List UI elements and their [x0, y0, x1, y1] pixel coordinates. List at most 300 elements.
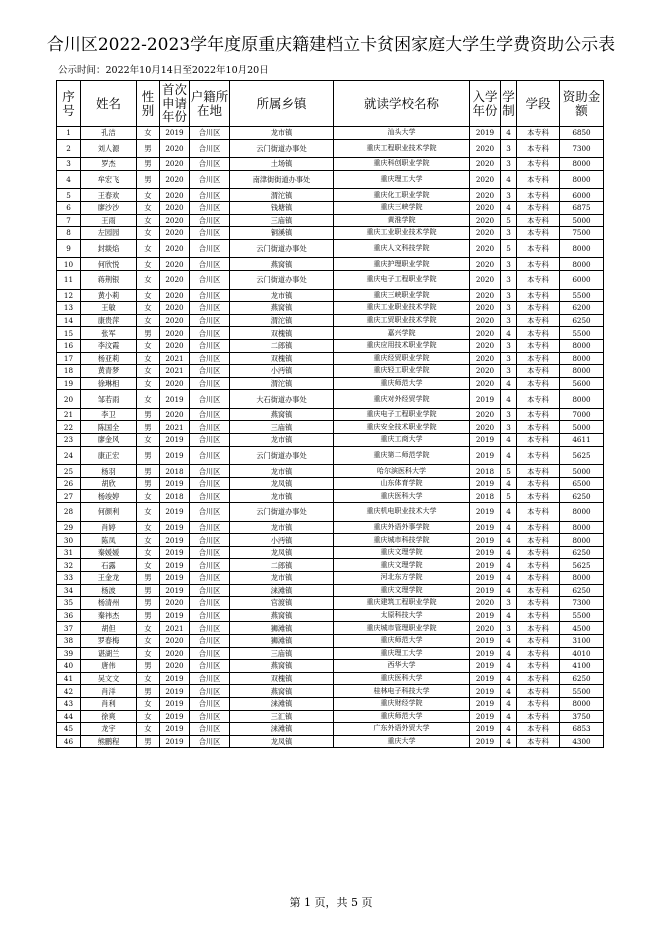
table-row: [57, 572, 604, 585]
cell-amount: 4300: [560, 735, 604, 748]
cell-amount: 6250: [560, 584, 604, 597]
cell-first-year: 2019: [160, 584, 190, 597]
cell-hukou: 合川区: [190, 660, 230, 673]
table-row: [57, 490, 604, 503]
cell-name: 杨亚莉: [81, 352, 137, 365]
cell-town: 官渡镇: [230, 597, 334, 610]
cell-stage: 本专科: [517, 227, 560, 240]
cell-name: 秦祎杰: [81, 609, 137, 622]
cell-sex: 男: [137, 446, 160, 465]
cell-name: 李汶霞: [81, 339, 137, 352]
cell-first-year: 2019: [160, 572, 190, 585]
cell-first-year: 2020: [160, 377, 190, 390]
table-row: [57, 352, 604, 365]
cell-hukou: 合川区: [190, 302, 230, 315]
cell-hukou: 合川区: [190, 434, 230, 447]
cell-school: 重庆工贸职业技术学院: [334, 314, 470, 327]
cell-length: 3: [501, 158, 517, 171]
cell-length: 5: [501, 490, 517, 503]
cell-no: 27: [57, 490, 81, 503]
cell-town: 三庙镇: [230, 421, 334, 434]
cell-enroll-year: 2019: [470, 390, 501, 409]
cell-sex: 女: [137, 710, 160, 723]
cell-hukou: 合川区: [190, 710, 230, 723]
cell-school: 重庆三峡职业学院: [334, 289, 470, 302]
cell-length: 4: [501, 634, 517, 647]
cell-enroll-year: 2020: [470, 139, 501, 158]
cell-no: 31: [57, 546, 81, 559]
cell-stage: 本专科: [517, 239, 560, 258]
cell-school: 黄淮学院: [334, 214, 470, 227]
cell-amount: 8000: [560, 697, 604, 710]
cell-amount: 3100: [560, 634, 604, 647]
header-enroll-year: 入学年份: [470, 81, 501, 127]
cell-amount: 8000: [560, 521, 604, 534]
cell-stage: 本专科: [517, 139, 560, 158]
cell-town: 燕窝镇: [230, 408, 334, 421]
cell-town: 三庙镇: [230, 647, 334, 660]
cell-name: 孔洁: [81, 127, 137, 140]
table-row: [57, 465, 604, 478]
cell-stage: 本专科: [517, 390, 560, 409]
cell-no: 9: [57, 239, 81, 258]
cell-sex: 男: [137, 465, 160, 478]
cell-name: 蒋荆银: [81, 270, 137, 289]
cell-town: 三庙镇: [230, 214, 334, 227]
cell-amount: 4010: [560, 647, 604, 660]
cell-stage: 本专科: [517, 572, 560, 585]
cell-town: 涞滩镇: [230, 584, 334, 597]
cell-stage: 本专科: [517, 660, 560, 673]
cell-length: 4: [501, 201, 517, 214]
table-row: [57, 421, 604, 434]
cell-school: 重庆应用技术职业学院: [334, 339, 470, 352]
table-row: [57, 622, 604, 635]
cell-length: 4: [501, 672, 517, 685]
cell-amount: 5500: [560, 289, 604, 302]
cell-length: 3: [501, 227, 517, 240]
cell-hukou: 合川区: [190, 158, 230, 171]
cell-first-year: 2020: [160, 270, 190, 289]
cell-first-year: 2020: [160, 289, 190, 302]
cell-amount: 6250: [560, 314, 604, 327]
cell-no: 24: [57, 446, 81, 465]
cell-length: 4: [501, 170, 517, 189]
cell-sex: 女: [137, 559, 160, 572]
cell-no: 2: [57, 139, 81, 158]
cell-first-year: 2019: [160, 503, 190, 522]
cell-no: 34: [57, 584, 81, 597]
cell-enroll-year: 2020: [470, 302, 501, 315]
cell-stage: 本专科: [517, 158, 560, 171]
cell-stage: 本专科: [517, 258, 560, 271]
cell-no: 42: [57, 685, 81, 698]
cell-enroll-year: 2020: [470, 597, 501, 610]
cell-first-year: 2021: [160, 421, 190, 434]
cell-school: 重庆电子工程职业学院: [334, 270, 470, 289]
cell-amount: 5000: [560, 421, 604, 434]
cell-name: 康正宏: [81, 446, 137, 465]
cell-length: 4: [501, 647, 517, 660]
cell-sex: 女: [137, 352, 160, 365]
cell-stage: 本专科: [517, 609, 560, 622]
cell-no: 5: [57, 189, 81, 202]
cell-town: 龙市镇: [230, 289, 334, 302]
cell-length: 3: [501, 365, 517, 378]
cell-no: 40: [57, 660, 81, 673]
cell-no: 12: [57, 289, 81, 302]
cell-no: 19: [57, 377, 81, 390]
cell-school: 重庆师范大学: [334, 377, 470, 390]
cell-sex: 女: [137, 434, 160, 447]
cell-stage: 本专科: [517, 302, 560, 315]
cell-length: 3: [501, 289, 517, 302]
cell-amount: 5000: [560, 465, 604, 478]
cell-enroll-year: 2020: [470, 239, 501, 258]
cell-hukou: 合川区: [190, 572, 230, 585]
cell-name: 陈凤: [81, 534, 137, 547]
table-row: [57, 685, 604, 698]
cell-enroll-year: 2019: [470, 521, 501, 534]
cell-hukou: 合川区: [190, 201, 230, 214]
cell-school: 重庆人文科技学院: [334, 239, 470, 258]
cell-no: 32: [57, 559, 81, 572]
cell-amount: 4500: [560, 622, 604, 635]
cell-stage: 本专科: [517, 735, 560, 748]
cell-no: 37: [57, 622, 81, 635]
cell-enroll-year: 2019: [470, 697, 501, 710]
cell-amount: 6250: [560, 672, 604, 685]
cell-sex: 女: [137, 127, 160, 140]
cell-hukou: 合川区: [190, 647, 230, 660]
header-no: 序号: [57, 81, 81, 127]
cell-amount: 4100: [560, 660, 604, 673]
cell-length: 4: [501, 534, 517, 547]
cell-length: 3: [501, 339, 517, 352]
cell-enroll-year: 2019: [470, 434, 501, 447]
cell-town: 渭沱镇: [230, 189, 334, 202]
table-row: [57, 258, 604, 271]
header-name: 姓名: [81, 81, 137, 127]
cell-enroll-year: 2019: [470, 634, 501, 647]
cell-school: 重庆机电职业技术大学: [334, 503, 470, 522]
cell-no: 46: [57, 735, 81, 748]
cell-sex: 男: [137, 327, 160, 340]
cell-town: 龙凤镇: [230, 735, 334, 748]
cell-no: 44: [57, 710, 81, 723]
cell-hukou: 合川区: [190, 503, 230, 522]
cell-length: 4: [501, 685, 517, 698]
cell-school: 重庆财经学院: [334, 697, 470, 710]
cell-town: 燕窝镇: [230, 302, 334, 315]
cell-town: 涞滩镇: [230, 697, 334, 710]
table-row: [57, 723, 604, 736]
cell-town: 云门街道办事处: [230, 239, 334, 258]
cell-length: 3: [501, 189, 517, 202]
cell-stage: 本专科: [517, 503, 560, 522]
cell-name: 王敏: [81, 302, 137, 315]
cell-sex: 男: [137, 597, 160, 610]
cell-enroll-year: 2019: [470, 710, 501, 723]
cell-school: 哈尔滨医科大学: [334, 465, 470, 478]
cell-name: 何欣悦: [81, 258, 137, 271]
cell-stage: 本专科: [517, 377, 560, 390]
cell-enroll-year: 2019: [470, 446, 501, 465]
cell-amount: 7300: [560, 597, 604, 610]
cell-no: 22: [57, 421, 81, 434]
cell-school: 重庆工业职业技术学院: [334, 302, 470, 315]
cell-name: 康贵萍: [81, 314, 137, 327]
cell-amount: 6875: [560, 201, 604, 214]
cell-first-year: 2018: [160, 465, 190, 478]
cell-stage: 本专科: [517, 408, 560, 421]
cell-first-year: 2018: [160, 490, 190, 503]
cell-amount: 8000: [560, 170, 604, 189]
cell-length: 3: [501, 270, 517, 289]
cell-sex: 男: [137, 572, 160, 585]
cell-town: 二郎镇: [230, 339, 334, 352]
cell-name: 左园园: [81, 227, 137, 240]
cell-sex: 女: [137, 503, 160, 522]
cell-stage: 本专科: [517, 584, 560, 597]
cell-amount: 8000: [560, 339, 604, 352]
cell-length: 4: [501, 559, 517, 572]
cell-amount: 8000: [560, 158, 604, 171]
cell-town: 土场镇: [230, 158, 334, 171]
cell-length: 4: [501, 434, 517, 447]
cell-no: 7: [57, 214, 81, 227]
cell-no: 10: [57, 258, 81, 271]
cell-sex: 女: [137, 214, 160, 227]
page-title: 合川区2022-2023学年度原重庆籍建档立卡贫困家庭大学生学费资助公示表: [46, 35, 616, 55]
cell-sex: 女: [137, 189, 160, 202]
cell-town: 龙市镇: [230, 572, 334, 585]
cell-enroll-year: 2019: [470, 685, 501, 698]
cell-first-year: 2019: [160, 697, 190, 710]
cell-stage: 本专科: [517, 214, 560, 227]
cell-no: 43: [57, 697, 81, 710]
cell-stage: 本专科: [517, 289, 560, 302]
table-row: [57, 214, 604, 227]
cell-first-year: 2020: [160, 239, 190, 258]
cell-name: 杨清州: [81, 597, 137, 610]
cell-school: 重庆三峡学院: [334, 201, 470, 214]
cell-first-year: 2020: [160, 227, 190, 240]
cell-stage: 本专科: [517, 634, 560, 647]
table-row: [57, 503, 604, 522]
cell-no: 45: [57, 723, 81, 736]
cell-school: 广东外语外贸大学: [334, 723, 470, 736]
cell-amount: 5500: [560, 609, 604, 622]
cell-hukou: 合川区: [190, 735, 230, 748]
cell-length: 4: [501, 723, 517, 736]
cell-town: 狮滩镇: [230, 634, 334, 647]
cell-stage: 本专科: [517, 201, 560, 214]
table-row: [57, 672, 604, 685]
table-row: [57, 239, 604, 258]
header-school: 就读学校名称: [334, 81, 470, 127]
cell-name: 熊鹏程: [81, 735, 137, 748]
cell-school: 桂林电子科技大学: [334, 685, 470, 698]
cell-first-year: 2019: [160, 127, 190, 140]
cell-no: 33: [57, 572, 81, 585]
cell-length: 3: [501, 597, 517, 610]
cell-amount: 7300: [560, 139, 604, 158]
cell-hukou: 合川区: [190, 214, 230, 227]
cell-name: 王春欢: [81, 189, 137, 202]
cell-sex: 女: [137, 390, 160, 409]
cell-enroll-year: 2019: [470, 572, 501, 585]
cell-enroll-year: 2020: [470, 352, 501, 365]
cell-enroll-year: 2019: [470, 559, 501, 572]
cell-enroll-year: 2018: [470, 465, 501, 478]
table-row: [57, 584, 604, 597]
table-row: [57, 302, 604, 315]
header-stage: 学段: [517, 81, 560, 127]
cell-school: 重庆医科大学: [334, 490, 470, 503]
cell-name: 封燚焰: [81, 239, 137, 258]
cell-town: 云门街道办事处: [230, 270, 334, 289]
cell-school: 重庆城市科技学院: [334, 534, 470, 547]
table-row: [57, 647, 604, 660]
cell-sex: 男: [137, 660, 160, 673]
table-row: [57, 377, 604, 390]
cell-sex: 女: [137, 634, 160, 647]
table-row: [57, 189, 604, 202]
cell-school: 重庆科创职业学院: [334, 158, 470, 171]
cell-enroll-year: 2019: [470, 735, 501, 748]
cell-sex: 男: [137, 477, 160, 490]
cell-first-year: 2019: [160, 735, 190, 748]
cell-sex: 女: [137, 239, 160, 258]
cell-first-year: 2019: [160, 546, 190, 559]
cell-length: 4: [501, 327, 517, 340]
table-row: [57, 559, 604, 572]
cell-school: 重庆工程职业技术学院: [334, 139, 470, 158]
cell-first-year: 2020: [160, 634, 190, 647]
cell-length: 3: [501, 421, 517, 434]
cell-length: 4: [501, 572, 517, 585]
table-row: [57, 697, 604, 710]
cell-school: 太原科技大学: [334, 609, 470, 622]
cell-hukou: 合川区: [190, 289, 230, 302]
cell-amount: 6000: [560, 270, 604, 289]
cell-enroll-year: 2019: [470, 672, 501, 685]
cell-town: 龙市镇: [230, 490, 334, 503]
cell-first-year: 2019: [160, 477, 190, 490]
cell-enroll-year: 2020: [470, 214, 501, 227]
cell-name: 杨波: [81, 584, 137, 597]
cell-hukou: 合川区: [190, 189, 230, 202]
cell-enroll-year: 2019: [470, 647, 501, 660]
cell-stage: 本专科: [517, 622, 560, 635]
cell-hukou: 合川区: [190, 697, 230, 710]
cell-first-year: 2019: [160, 672, 190, 685]
cell-no: 30: [57, 534, 81, 547]
cell-enroll-year: 2019: [470, 503, 501, 522]
cell-sex: 男: [137, 584, 160, 597]
cell-hukou: 合川区: [190, 559, 230, 572]
cell-first-year: 2020: [160, 597, 190, 610]
cell-length: 4: [501, 584, 517, 597]
cell-sex: 女: [137, 314, 160, 327]
cell-hukou: 合川区: [190, 239, 230, 258]
cell-school: 重庆电子工程职业学院: [334, 408, 470, 421]
cell-enroll-year: 2020: [470, 227, 501, 240]
table-row: [57, 735, 604, 748]
cell-first-year: 2019: [160, 559, 190, 572]
cell-amount: 7000: [560, 408, 604, 421]
cell-town: 双槐镇: [230, 352, 334, 365]
cell-name: 刘人源: [81, 139, 137, 158]
cell-name: 肖洋: [81, 685, 137, 698]
cell-no: 6: [57, 201, 81, 214]
cell-sex: 女: [137, 697, 160, 710]
cell-amount: 8000: [560, 365, 604, 378]
cell-no: 28: [57, 503, 81, 522]
cell-amount: 8000: [560, 572, 604, 585]
cell-amount: 6853: [560, 723, 604, 736]
cell-enroll-year: 2020: [470, 421, 501, 434]
cell-school: 嘉兴学院: [334, 327, 470, 340]
cell-sex: 女: [137, 302, 160, 315]
cell-name: 王金龙: [81, 572, 137, 585]
cell-first-year: 2020: [160, 170, 190, 189]
cell-sex: 女: [137, 365, 160, 378]
cell-length: 3: [501, 314, 517, 327]
cell-sex: 男: [137, 735, 160, 748]
cell-school: 重庆大学: [334, 735, 470, 748]
cell-town: 龙市镇: [230, 434, 334, 447]
cell-amount: 5500: [560, 327, 604, 340]
cell-first-year: 2021: [160, 352, 190, 365]
subsidy-table: [56, 80, 604, 748]
cell-sex: 男: [137, 170, 160, 189]
cell-no: 11: [57, 270, 81, 289]
cell-name: 肖婷: [81, 521, 137, 534]
cell-sex: 男: [137, 408, 160, 421]
cell-length: 5: [501, 465, 517, 478]
cell-town: 双槐镇: [230, 672, 334, 685]
cell-sex: 男: [137, 421, 160, 434]
table-row: [57, 365, 604, 378]
cell-length: 4: [501, 377, 517, 390]
table-row: [57, 390, 604, 409]
cell-amount: 8000: [560, 534, 604, 547]
cell-length: 4: [501, 660, 517, 673]
table-row: [57, 327, 604, 340]
cell-hukou: 合川区: [190, 634, 230, 647]
cell-stage: 本专科: [517, 477, 560, 490]
cell-stage: 本专科: [517, 685, 560, 698]
header-first-year: 首次申请年份: [160, 81, 190, 127]
cell-name: 黄青梦: [81, 365, 137, 378]
cell-school: 重庆文理学院: [334, 584, 470, 597]
cell-amount: 6500: [560, 477, 604, 490]
cell-stage: 本专科: [517, 189, 560, 202]
cell-sex: 女: [137, 647, 160, 660]
table-row: [57, 127, 604, 140]
cell-amount: 6200: [560, 302, 604, 315]
cell-no: 26: [57, 477, 81, 490]
cell-length: 3: [501, 258, 517, 271]
cell-name: 龙宇: [81, 723, 137, 736]
cell-sex: 女: [137, 339, 160, 352]
cell-enroll-year: 2019: [470, 127, 501, 140]
cell-no: 39: [57, 647, 81, 660]
cell-stage: 本专科: [517, 546, 560, 559]
cell-amount: 5625: [560, 446, 604, 465]
